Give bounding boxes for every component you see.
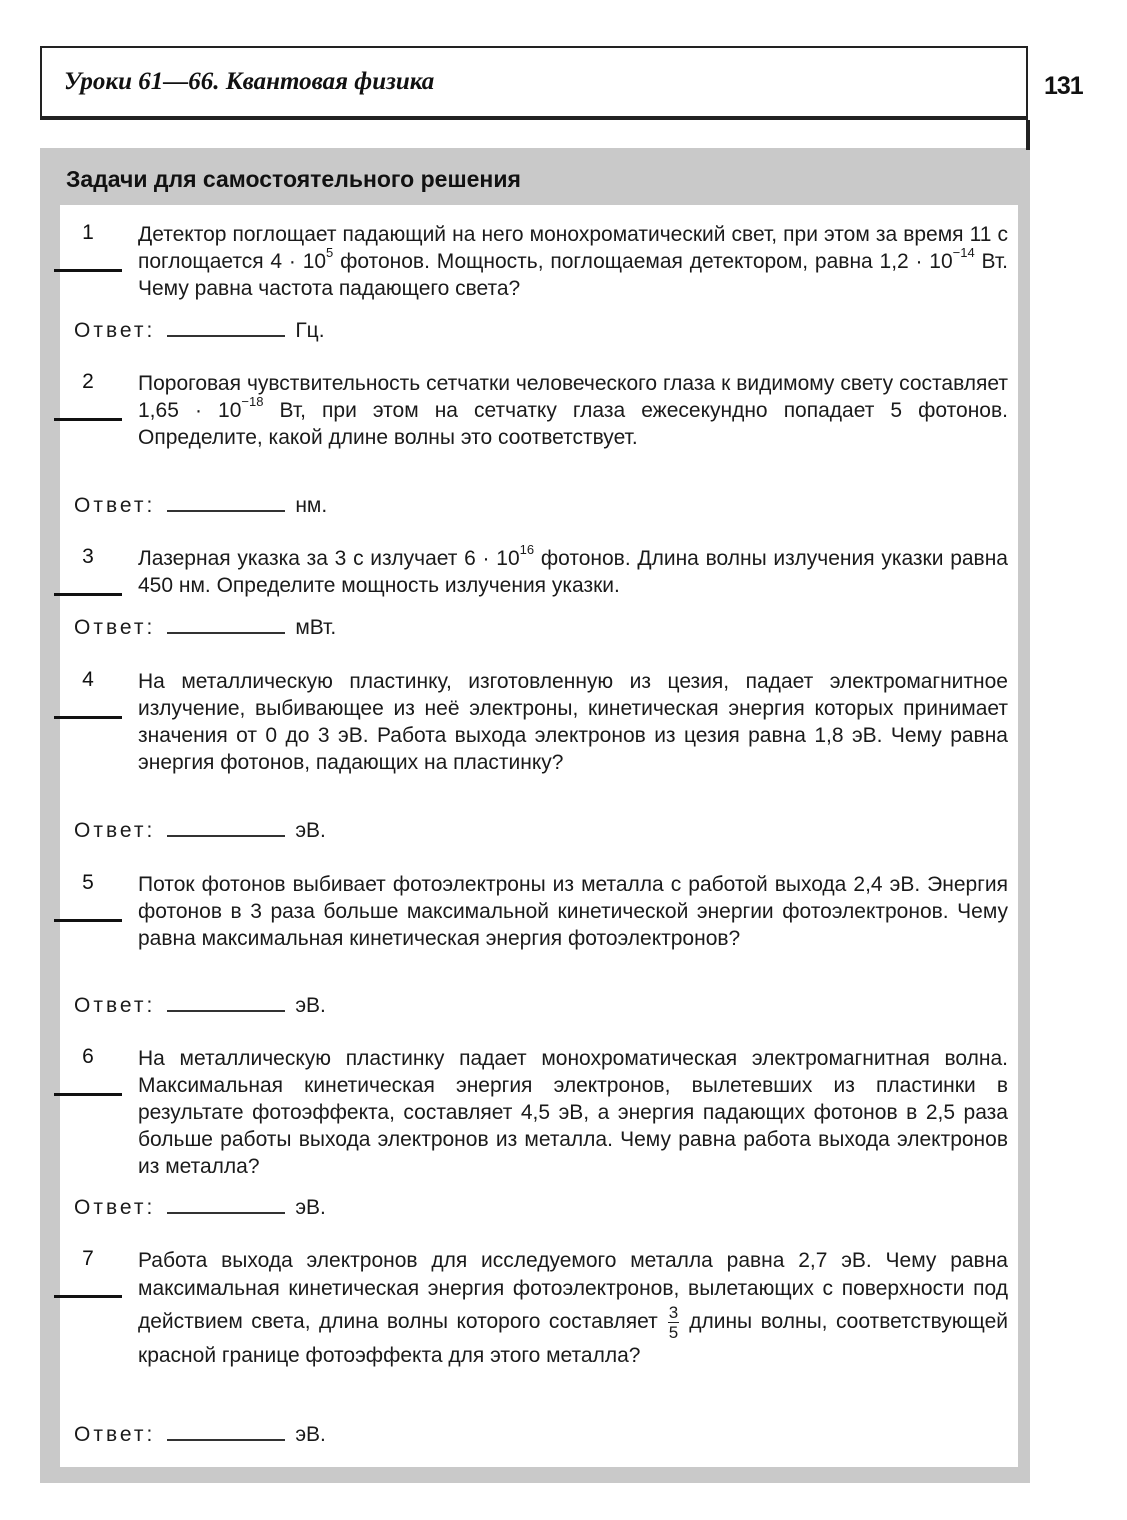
page-number: 131	[1044, 72, 1083, 100]
answer-field-4[interactable]	[167, 815, 285, 837]
fraction-numerator: 3	[668, 1303, 679, 1322]
answer-field-1[interactable]	[167, 315, 285, 337]
task-marker	[54, 1093, 122, 1096]
answer-row-6	[74, 1192, 326, 1220]
answer-unit: нм.	[295, 494, 328, 517]
answer-label: Ответ:	[74, 616, 156, 639]
answer-label: Ответ:	[74, 1196, 156, 1219]
answer-field-2[interactable]	[167, 490, 285, 512]
task-text: На металлическую пластинку падает монохроматическая электромагнитная волна. Максимальная кинетическая энергия электронов, вылетевших из пластинки в результате фотоэффекта, составляет 4,5 эВ, а энергия падающих фотонов в 2,5 раза больше работы выхода электронов из металла. Чему равна работа выхода электронов из металла?	[138, 1047, 1008, 1178]
answer-label: Ответ:	[74, 494, 156, 517]
task-number: 1	[82, 221, 94, 244]
answer-row-3	[74, 612, 336, 640]
task-text: Детектор поглощает падающий на него монохроматический свет, при этом за время 11 с поглощается $4 \cdot 10^5$ фотонов. Мощность, поглощаемая детектором, равна $1,2 \cdot 10^{-14}$ Вт. Чему равна частота падающего света?	[138, 223, 1008, 300]
answer-unit: эВ.	[295, 994, 326, 1017]
task-marker	[54, 1295, 122, 1298]
section-title: Задачи для самостоятельного решения	[66, 166, 521, 192]
panel-edge	[1026, 120, 1030, 150]
fraction-denominator: 5	[668, 1323, 679, 1342]
task-number: 6	[82, 1045, 94, 1068]
answer-label: Ответ:	[74, 319, 156, 342]
task-marker	[54, 418, 122, 421]
answer-row-4	[74, 815, 326, 843]
answer-unit: мВт.	[295, 616, 337, 639]
task-marker	[54, 716, 122, 719]
answer-row-1	[74, 315, 325, 343]
answer-field-7[interactable]	[167, 1419, 285, 1441]
task-number: 4	[82, 668, 94, 691]
task-text: На металлическую пластинку, изготовленную из цезия, падает электромагнитное излучение, выбивающее из неё электроны, кинетическая энергия которых принимает значения от 0 до 3 эВ. Работа выхода электронов из цезия равна 1,8 эВ. Чему равна энергия фотонов, падающих на пластинку?	[138, 670, 1008, 774]
task-text: Работа выхода электронов для исследуемого металла равна 2,7 эВ. Чему равна максимальная кинетическая энергия фотоэлектронов, вылетающих с поверхности под действием света, длина волны которого составляет $\frac{3}{5}$ длины волны, соответствующей красной границе фотоэффекта для этого металла?	[138, 1249, 1008, 1367]
fraction	[668, 1303, 679, 1342]
answer-row-5	[74, 990, 326, 1018]
task-number: 7	[82, 1247, 94, 1270]
answer-field-6[interactable]	[167, 1192, 285, 1214]
header-box	[40, 46, 1028, 120]
task-number: 3	[82, 545, 94, 568]
answer-label: Ответ:	[74, 1423, 156, 1446]
answer-label: Ответ:	[74, 994, 156, 1017]
answer-unit: Гц.	[295, 319, 325, 342]
answer-unit: эВ.	[295, 1423, 326, 1446]
task-number: 2	[82, 370, 94, 393]
task-number: 5	[82, 871, 94, 894]
task-marker	[54, 919, 122, 922]
answer-label: Ответ:	[74, 819, 156, 842]
answer-unit: эВ.	[295, 819, 326, 842]
answer-row-2	[74, 490, 327, 518]
chapter-title: Уроки 61—66. Квантовая физика	[64, 68, 435, 95]
answer-field-3[interactable]	[167, 612, 285, 634]
task-marker	[54, 269, 122, 272]
task-marker	[54, 593, 122, 596]
answer-unit: эВ.	[295, 1196, 326, 1219]
task-text: Поток фотонов выбивает фотоэлектроны из металла с работой выхода 2,4 эВ. Энергия фотонов в 3 раза больше максимальной кинетической энергии фотоэлектронов. Чему равна максимальная кинетическая энергия фотоэлектронов?	[138, 873, 1008, 950]
task-text: Лазерная указка за 3 с излучает $6 \cdot 10^{16}$ фотонов. Длина волны излучения указки равна 450 нм. Определите мощность излучения указки.	[138, 542, 1008, 597]
task-text: Пороговая чувствительность сетчатки человеческого глаза к видимому свету составляет $1,65 \cdot 10^{-18}$ Вт, при этом на сетчатку глаза ежесекундно попадает 5 фотонов. Определите, какой длине волны это соответствует.	[138, 372, 1008, 449]
answer-row-7	[74, 1419, 326, 1447]
answer-field-5[interactable]	[167, 990, 285, 1012]
tasks-area	[60, 205, 1018, 1467]
